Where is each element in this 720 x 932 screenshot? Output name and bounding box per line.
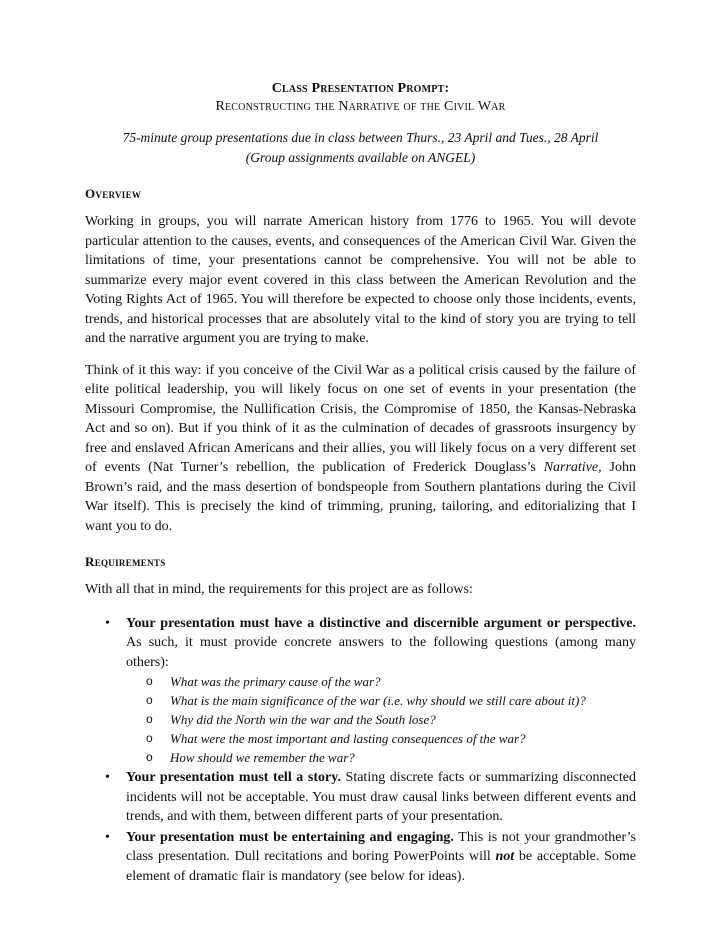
- question-text: How should we remember the war?: [170, 750, 355, 765]
- circle-bullet-icon: o: [146, 693, 153, 707]
- bullet-icon: •: [105, 829, 110, 845]
- circle-bullet-icon: o: [146, 712, 153, 726]
- requirement-2-text: Stating discrete facts or summarizing disconnected incidents will not be acceptable. You must draw causal links between different events and trends, and with them, between different parts of your presentation.: [126, 770, 636, 824]
- requirement-1-text: As such, it must provide concrete answers to the following questions (among many others):: [126, 635, 636, 670]
- question-text: What was the primary cause of the war?: [170, 674, 381, 689]
- overview-p2-text-a: Think of it this way: if you conceive of the Civil War as a political crisis caused by the failure of elite political leadership, you will likely focus on one set of events in your presentation (the Missouri Compromise, the Nullification Crisis, the Compromise of 1850, the Kansas-Nebraska Act and so on). But if you think of it as the culmination of decades of grassroots insurgency by free and enslaved African Americans and their allies, you will likely focus on a very different set of events (Nat Turner’s rebellion, the publication of Frederick Douglass’s: [85, 362, 636, 475]
- overview-paragraph-2: [85, 361, 636, 537]
- question-text: What were the most important and lasting consequences of the war?: [170, 731, 526, 746]
- question-item: [126, 729, 636, 748]
- overview-p2-text-b: , John Brown’s raid, and the mass desertion of bondspeople from Southern plantations during the Civil War itself). This is precisely the kind of trimming, pruning, tailoring, and editorializing that I want you to do.: [85, 460, 636, 534]
- circle-bullet-icon: o: [146, 731, 153, 745]
- subtitle-line-2: (Group assignments available on ANGEL): [245, 150, 476, 165]
- question-item: [126, 691, 636, 710]
- narrative-title: Narrative: [543, 460, 599, 475]
- requirement-3-emphasis: not: [495, 849, 515, 864]
- question-list: [126, 672, 636, 767]
- requirement-3-text-a: This is not your grandmother’s class presentation. Dull recitations and boring PowerPoints will: [126, 829, 636, 864]
- document-title: [85, 80, 636, 116]
- question-text: What is the main significance of the war (i.e. why should we still care about it)?: [170, 693, 586, 708]
- question-text: Why did the North win the war and the South lose?: [170, 712, 436, 727]
- requirements-heading: Requirements: [85, 554, 166, 569]
- requirement-item-story: [85, 768, 636, 827]
- title-line-1: Class Presentation Prompt:: [271, 81, 450, 96]
- question-item: [126, 748, 636, 767]
- document-page: [85, 80, 636, 887]
- requirement-1-bold: Your presentation must have a distinctive and discernible argument or perspective.: [126, 615, 636, 631]
- requirement-3-bold: Your presentation must be entertaining and engaging.: [126, 829, 454, 845]
- bullet-icon: •: [105, 770, 110, 785]
- question-item: [126, 710, 636, 729]
- question-item: [126, 672, 636, 691]
- requirement-item-argument: [85, 614, 636, 768]
- bullet-icon: •: [105, 615, 110, 631]
- circle-bullet-icon: o: [146, 674, 153, 688]
- requirements-intro: With all that in mind, the requirements for this project are as follows:: [85, 582, 473, 597]
- requirements-list: [85, 614, 636, 887]
- overview-paragraph-1: Working in groups, you will narrate American history from 1776 to 1965. You will devote particular attention to the causes, events, and consequences of the American Civil War. Given the limitations of time, your presentations cannot be comprehensive. You will not be able to summarize every major event covered in this class between the American Revolution and the Voting Rights Act of 1965. You will therefore be expected to choose only those incidents, events, trends, and historical processes that are absolutely vital to the kind of story you are trying to tell and the narrative argument you are trying to make.: [85, 214, 636, 346]
- requirement-3-text-b: be acceptable. Some element of dramatic flair is mandatory (see below for ideas).: [126, 849, 636, 884]
- requirement-2-bold: Your presentation must tell a story.: [126, 770, 341, 785]
- document-subtitle: [85, 128, 636, 168]
- subtitle-line-1: 75-minute group presentations due in class between Thurs., 23 April and Tues., 28 April: [122, 130, 599, 145]
- overview-heading: Overview: [85, 186, 142, 201]
- circle-bullet-icon: o: [146, 750, 153, 764]
- title-line-2: Reconstructing the Narrative of the Civil War: [215, 99, 506, 114]
- requirement-item-engaging: [85, 828, 636, 887]
